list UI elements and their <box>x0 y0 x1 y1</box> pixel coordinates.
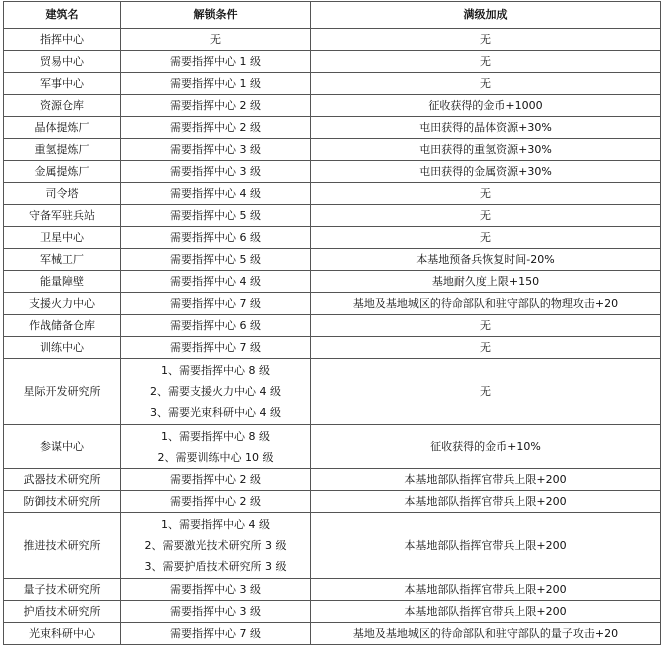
unlock-condition-line: 需要指挥中心 3 级 <box>170 164 261 178</box>
max-level-bonus-cell: 无 <box>311 227 661 249</box>
unlock-condition-line: 需要指挥中心 4 级 <box>170 274 261 288</box>
unlock-condition-line: 2、需要支援火力中心 4 级 <box>150 385 281 398</box>
table-row <box>4 95 661 117</box>
unlock-condition-cell <box>121 513 311 579</box>
unlock-condition-cell <box>121 183 311 205</box>
building-name-cell: 金属提炼厂 <box>4 161 121 183</box>
table-row <box>4 293 661 315</box>
building-name-cell: 资源仓库 <box>4 95 121 117</box>
table-row <box>4 51 661 73</box>
building-table <box>3 1 661 645</box>
building-name-cell: 卫星中心 <box>4 227 121 249</box>
building-name-cell: 护盾技术研究所 <box>4 601 121 623</box>
header-row <box>4 2 661 29</box>
unlock-condition-line: 需要指挥中心 7 级 <box>170 296 261 310</box>
unlock-condition-cell <box>121 227 311 249</box>
table-body <box>4 29 661 645</box>
building-name-cell: 支援火力中心 <box>4 293 121 315</box>
unlock-condition-line: 需要指挥中心 4 级 <box>170 186 261 200</box>
building-name-cell: 重氢提炼厂 <box>4 139 121 161</box>
table-row <box>4 161 661 183</box>
table-row <box>4 227 661 249</box>
unlock-condition-cell <box>121 95 311 117</box>
unlock-condition-cell <box>121 73 311 95</box>
table-row <box>4 425 661 469</box>
max-level-bonus-cell: 本基地部队指挥官带兵上限+200 <box>311 579 661 601</box>
unlock-condition-line: 3、需要护盾技术研究所 3 级 <box>144 560 287 573</box>
unlock-condition-cell <box>121 205 311 227</box>
unlock-condition-cell <box>121 469 311 491</box>
max-level-bonus-cell: 无 <box>311 51 661 73</box>
table-row <box>4 359 661 425</box>
table-row <box>4 271 661 293</box>
building-name-cell: 推进技术研究所 <box>4 513 121 579</box>
max-level-bonus-cell: 基地耐久度上限+150 <box>311 271 661 293</box>
max-level-bonus-cell: 屯田获得的重氢资源+30% <box>311 139 661 161</box>
unlock-condition-cell <box>121 337 311 359</box>
unlock-condition-line: 3、需要光束科研中心 4 级 <box>150 406 281 419</box>
unlock-condition-line: 需要指挥中心 2 级 <box>170 98 261 112</box>
unlock-condition-line: 需要指挥中心 6 级 <box>170 230 261 244</box>
building-name-cell: 光束科研中心 <box>4 623 121 645</box>
building-name-cell: 能量障壁 <box>4 271 121 293</box>
unlock-condition-line: 需要指挥中心 1 级 <box>170 54 261 68</box>
unlock-condition-cell <box>121 623 311 645</box>
unlock-condition-line: 需要指挥中心 5 级 <box>170 208 261 222</box>
table-row <box>4 601 661 623</box>
table-row <box>4 139 661 161</box>
building-name-cell: 军械工厂 <box>4 249 121 271</box>
max-level-bonus-cell: 屯田获得的晶体资源+30% <box>311 117 661 139</box>
max-level-bonus-cell: 无 <box>311 359 661 425</box>
building-name-cell: 量子技术研究所 <box>4 579 121 601</box>
unlock-condition-line: 2、需要训练中心 10 级 <box>157 450 274 464</box>
unlock-condition-line: 需要指挥中心 7 级 <box>170 340 261 354</box>
table-row <box>4 469 661 491</box>
header-building-name: 建筑名 <box>4 2 121 29</box>
unlock-condition-cell <box>121 293 311 315</box>
table-row <box>4 117 661 139</box>
building-name-cell: 晶体提炼厂 <box>4 117 121 139</box>
unlock-condition-line: 需要指挥中心 2 级 <box>170 494 261 508</box>
table-row <box>4 249 661 271</box>
max-level-bonus-cell: 基地及基地城区的待命部队和驻守部队的量子攻击+20 <box>311 623 661 645</box>
max-level-bonus-cell: 征收获得的金币+1000 <box>311 95 661 117</box>
table-row <box>4 513 661 579</box>
unlock-condition-cell <box>121 117 311 139</box>
unlock-condition-line: 2、需要激光技术研究所 3 级 <box>144 539 287 552</box>
unlock-condition-cell <box>121 139 311 161</box>
unlock-condition-line: 需要指挥中心 3 级 <box>170 604 261 618</box>
unlock-condition-line: 无 <box>210 32 221 46</box>
building-name-cell: 武器技术研究所 <box>4 469 121 491</box>
building-name-cell: 星际开发研究所 <box>4 359 121 425</box>
unlock-condition-cell <box>121 161 311 183</box>
unlock-condition-line: 需要指挥中心 3 级 <box>170 142 261 156</box>
header-max-level-bonus: 满级加成 <box>311 2 661 29</box>
max-level-bonus-cell: 无 <box>311 205 661 227</box>
unlock-condition-line: 1、需要指挥中心 4 级 <box>161 518 270 531</box>
max-level-bonus-cell: 本基地预备兵恢复时间-20% <box>311 249 661 271</box>
table-row <box>4 315 661 337</box>
unlock-condition-line: 需要指挥中心 7 级 <box>170 626 261 640</box>
building-name-cell: 守备军驻兵站 <box>4 205 121 227</box>
max-level-bonus-cell: 本基地部队指挥官带兵上限+200 <box>311 469 661 491</box>
unlock-condition-line: 1、需要指挥中心 8 级 <box>161 364 270 377</box>
table-row <box>4 491 661 513</box>
unlock-condition-cell <box>121 579 311 601</box>
unlock-condition-cell <box>121 491 311 513</box>
table-row <box>4 183 661 205</box>
max-level-bonus-cell: 本基地部队指挥官带兵上限+200 <box>311 491 661 513</box>
table-row <box>4 579 661 601</box>
table-row <box>4 29 661 51</box>
unlock-condition-cell <box>121 271 311 293</box>
max-level-bonus-cell: 无 <box>311 29 661 51</box>
max-level-bonus-cell: 屯田获得的金属资源+30% <box>311 161 661 183</box>
unlock-condition-cell <box>121 425 311 469</box>
unlock-condition-line: 1、需要指挥中心 8 级 <box>161 429 270 443</box>
unlock-condition-cell <box>121 51 311 73</box>
table-row <box>4 623 661 645</box>
unlock-condition-cell <box>121 249 311 271</box>
unlock-condition-cell <box>121 359 311 425</box>
unlock-condition-line: 需要指挥中心 2 级 <box>170 472 261 486</box>
building-name-cell: 训练中心 <box>4 337 121 359</box>
max-level-bonus-cell: 无 <box>311 183 661 205</box>
max-level-bonus-cell: 基地及基地城区的待命部队和驻守部队的物理攻击+20 <box>311 293 661 315</box>
max-level-bonus-cell: 征收获得的金币+10% <box>311 425 661 469</box>
table-row <box>4 73 661 95</box>
max-level-bonus-cell: 本基地部队指挥官带兵上限+200 <box>311 601 661 623</box>
building-name-cell: 作战储备仓库 <box>4 315 121 337</box>
unlock-condition-line: 需要指挥中心 1 级 <box>170 76 261 90</box>
building-name-cell: 防御技术研究所 <box>4 491 121 513</box>
building-name-cell: 贸易中心 <box>4 51 121 73</box>
unlock-condition-cell <box>121 601 311 623</box>
unlock-condition-line: 需要指挥中心 3 级 <box>170 582 261 596</box>
unlock-condition-line: 需要指挥中心 5 级 <box>170 252 261 266</box>
building-name-cell: 军事中心 <box>4 73 121 95</box>
max-level-bonus-cell: 无 <box>311 337 661 359</box>
max-level-bonus-cell: 无 <box>311 315 661 337</box>
building-name-cell: 指挥中心 <box>4 29 121 51</box>
building-name-cell: 司令塔 <box>4 183 121 205</box>
unlock-condition-cell <box>121 29 311 51</box>
unlock-condition-line: 需要指挥中心 2 级 <box>170 120 261 134</box>
header-unlock-condition: 解锁条件 <box>121 2 311 29</box>
building-name-cell: 参谋中心 <box>4 425 121 469</box>
unlock-condition-line: 需要指挥中心 6 级 <box>170 318 261 332</box>
unlock-condition-cell <box>121 315 311 337</box>
max-level-bonus-cell: 无 <box>311 73 661 95</box>
table-row <box>4 337 661 359</box>
table-row <box>4 205 661 227</box>
max-level-bonus-cell: 本基地部队指挥官带兵上限+200 <box>311 513 661 579</box>
